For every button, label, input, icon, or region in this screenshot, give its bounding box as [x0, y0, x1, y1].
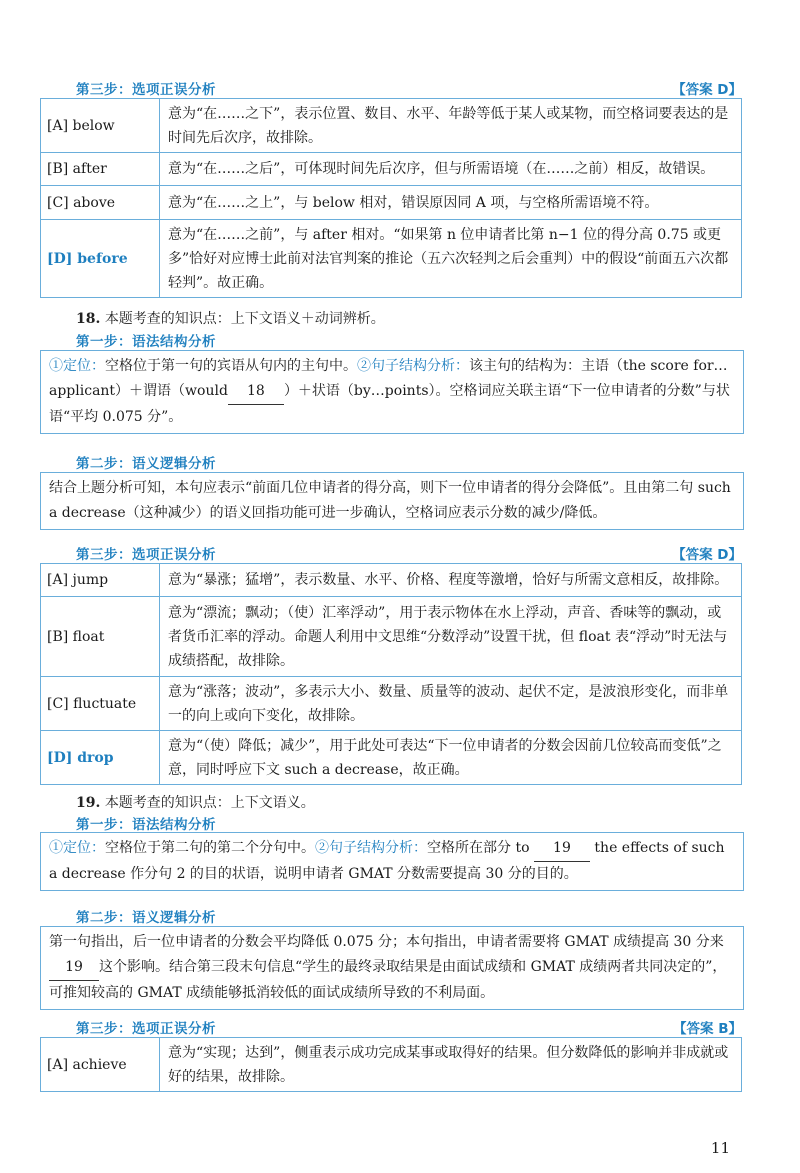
table-row	[41, 597, 742, 677]
option-label-correct: [D] before	[41, 220, 160, 298]
option-label: [A] jump	[41, 564, 160, 597]
q18-heading	[76, 308, 385, 328]
option-text: 意为“实现；达到”，侧重表示成功完成某事或取得好的结果。但分数降低的影响并非成就或好的结果，故排除。	[160, 1038, 742, 1092]
page-number: 11	[710, 1139, 730, 1157]
option-text: 意为“在……之上”，与 below 相对，错误原因同 A 项，与空格所需语境不符。	[160, 186, 742, 220]
table-row	[41, 677, 742, 731]
table-row	[41, 1038, 742, 1092]
option-text: 意为“漂流；飘动；（使）汇率浮动”，用于表示物体在水上浮动，声音、香味等的飘动，或者货币汇率的浮动。命题人利用中文思维“分数浮动”设置干扰，但 float 表“浮动”时无法与成绩搭配，故排除。	[160, 597, 742, 677]
table-row	[41, 186, 742, 220]
structure-text-cont: the effects of such a decrease 作分句 2 的目的状语，说明申请者 GMAT 分数需要提高 30 分的目的。	[49, 840, 725, 882]
q19-step2-label: 第二步：语义逻辑分析	[76, 910, 216, 926]
q19-step2-box	[40, 926, 744, 1010]
blank-19: 19	[534, 836, 590, 862]
table-row	[41, 731, 742, 785]
q19-heading-text: 本题考查的知识点：上下文语义。	[104, 795, 315, 811]
q19-step2-text: 第一句指出，后一位申请者的分数会平均降低 0.075 分；本句指出，申请者需要将 GMAT 成绩提高 30 分来	[49, 934, 724, 950]
option-text: 意为“在……之前”，与 after 相对。“如果第 n 位申请者比第 n−1 位的得分高 0.75 或更多”恰好对应博士此前对法官判案的推论（五六次轻判之后会重判）中的假设“前面五六次都轻判”。故正确。	[160, 220, 742, 298]
table-row	[41, 99, 742, 153]
q17-options-table	[40, 98, 742, 298]
blank-19: 19	[49, 955, 99, 981]
option-label: [A] below	[41, 99, 160, 153]
option-text: 意为“在……之下”，表示位置、数目、水平、年龄等低于某人或某物，而空格词要表达的是时间先后次序，故排除。	[160, 99, 742, 153]
option-label: [C] fluctuate	[41, 677, 160, 731]
option-text: 意为“暴涨；猛增”，表示数量、水平、价格、程度等激增，恰好与所需文意相反，故排除。	[160, 564, 742, 597]
q19-step1-box	[40, 832, 744, 891]
q18-step3-label: 第三步：选项正误分析	[76, 547, 216, 563]
q17-step3-label: 第三步：选项正误分析	[76, 82, 216, 98]
q19-step1-label: 第一步：语法结构分析	[76, 817, 216, 833]
locate-keyword: ①定位：	[49, 840, 105, 856]
locate-text: 空格位于第二句的第二个分句中。	[105, 840, 315, 856]
locate-keyword: ①定位：	[49, 358, 105, 374]
q18-options-table	[40, 563, 742, 785]
q18-answer: 【答案 D】	[672, 547, 742, 563]
option-label-correct: [D] drop	[41, 731, 160, 785]
table-row	[41, 153, 742, 186]
structure-text: 该主句的结构为：主语（the score for…applicant）＋谓语（would	[49, 358, 728, 399]
q18-heading-text: 本题考查的知识点：上下文语义＋动词辨析。	[104, 311, 385, 327]
structure-keyword: ②句子结构分析：	[357, 358, 469, 374]
q19-options-table	[40, 1037, 742, 1092]
q18-step1-box	[40, 350, 744, 434]
q18-step2-box	[40, 472, 744, 530]
option-label: [A] achieve	[41, 1038, 160, 1092]
q18-step2-text: 结合上题分析可知，本句应表示“前面几位申请者的得分高，则下一位申请者的得分会降低”。且由第二句 such a decrease（这种减少）的语义回指功能可进一步确认，空格词应表示分数的减少/降低。	[49, 480, 731, 521]
option-label: [B] after	[41, 153, 160, 186]
table-row	[41, 220, 742, 298]
q19-answer: 【答案 B】	[673, 1021, 742, 1037]
structure-text-cont: ）＋状语（by…points）。空格词应关联主语“下一位申请者的分数”与状语“平均 0.075 分”。	[49, 383, 730, 425]
blank-18: 18	[228, 379, 284, 405]
q17-answer: 【答案 D】	[672, 82, 742, 98]
option-text: 意为“（使）降低；减少”，用于此处可表达“下一位申请者的分数会因前几位较高而变低”之意，同时呼应下文 such a decrease，故正确。	[160, 731, 742, 785]
option-label: [B] float	[41, 597, 160, 677]
q18-step2-label: 第二步：语义逻辑分析	[76, 456, 216, 472]
q19-number: 19.	[76, 795, 101, 811]
table-row	[41, 564, 742, 597]
structure-keyword: ②句子结构分析：	[315, 840, 427, 856]
q19-heading	[76, 792, 315, 812]
q18-number: 18.	[76, 311, 101, 327]
locate-text: 空格位于第一句的宾语从句内的主句中。	[105, 358, 357, 374]
option-label: [C] above	[41, 186, 160, 220]
q19-step3-label: 第三步：选项正误分析	[76, 1021, 216, 1037]
structure-text: 空格所在部分 to	[427, 840, 530, 856]
option-text: 意为“在……之后”，可体现时间先后次序，但与所需语境（在……之前）相反，故错误。	[160, 153, 742, 186]
q18-step1-label: 第一步：语法结构分析	[76, 334, 216, 350]
option-text: 意为“涨落；波动”，多表示大小、数量、质量等的波动、起伏不定，是波浪形变化，而非单一的向上或向下变化，故排除。	[160, 677, 742, 731]
q19-step2-text-cont: 这个影响。结合第三段末句信息“学生的最终录取结果是由面试成绩和 GMAT 成绩两者共同决定的”，可推知较高的 GMAT 成绩能够抵消较低的面试成绩所导致的不利局面。	[49, 959, 727, 1001]
